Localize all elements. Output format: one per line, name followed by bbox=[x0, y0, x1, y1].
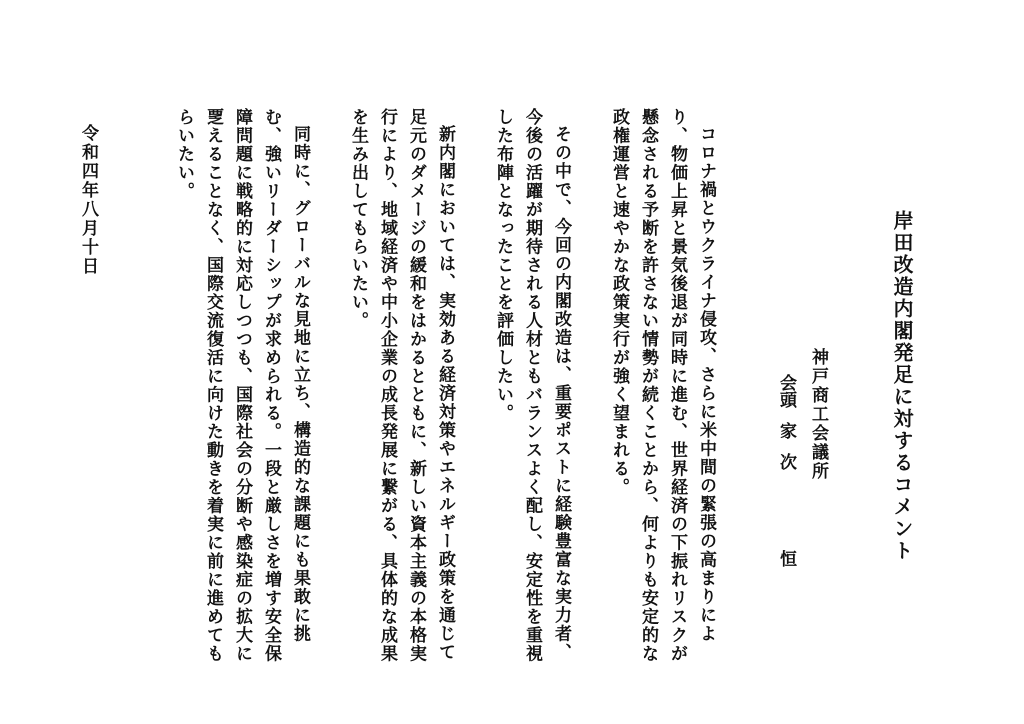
document-title: 岸田改造内閣発足に対するコメント bbox=[890, 210, 914, 562]
document-date: 令和四年八月十日 bbox=[78, 124, 98, 276]
paragraph-3: 新内閣においては、実効ある経済対策やエネルギー政策を通じて足元のダメージの緩和をはかるとともに、新しい資本主義の本格実行により、地域経済や中小企業の成長発展に繋がる、具体的な成果を生み出してもらいたい。 bbox=[348, 108, 455, 663]
representative-given-name-2: 恒 bbox=[776, 550, 796, 567]
paragraph-4: 同時に、グローバルな見地に立ち、構造的な課題にも果敢に挑む、強いリーダーシップが求められる。一段と厳しさを増す安全保障問題に戦略的に対応しつつも、国際社会の分断や感染症の拡大に覂えることなく、国際交流復活に向けた動きを着実に前に進めてもらいたい。 bbox=[174, 108, 310, 663]
organization-name: 神戸商工会議所 bbox=[808, 348, 828, 481]
representative-given-name-1: 次 bbox=[776, 453, 796, 470]
paragraph-1: コロナ禍とウクライナ侵攻、さらに米中間の緊張の高まりにより、物価上昇と景気後退が同時に進む、世界経済の下振れリスクが懸念される予断を許さない情勢が続くことから、何よりも安定的な政権運営と速やかな政策実行が強く望まれる。 bbox=[609, 108, 716, 663]
representative-signature bbox=[774, 374, 799, 567]
comment-body bbox=[130, 108, 720, 668]
representative-surname: 家 bbox=[776, 422, 796, 439]
paragraph-2: その中で、今回の内閣改造は、重要ポストに経験豊富な実力者、今後の活躍が期待される人材ともバランスよく配し、安定性を重視した布陣となったことを評価したい。 bbox=[493, 108, 571, 663]
representative-position: 会頭 bbox=[776, 374, 796, 408]
